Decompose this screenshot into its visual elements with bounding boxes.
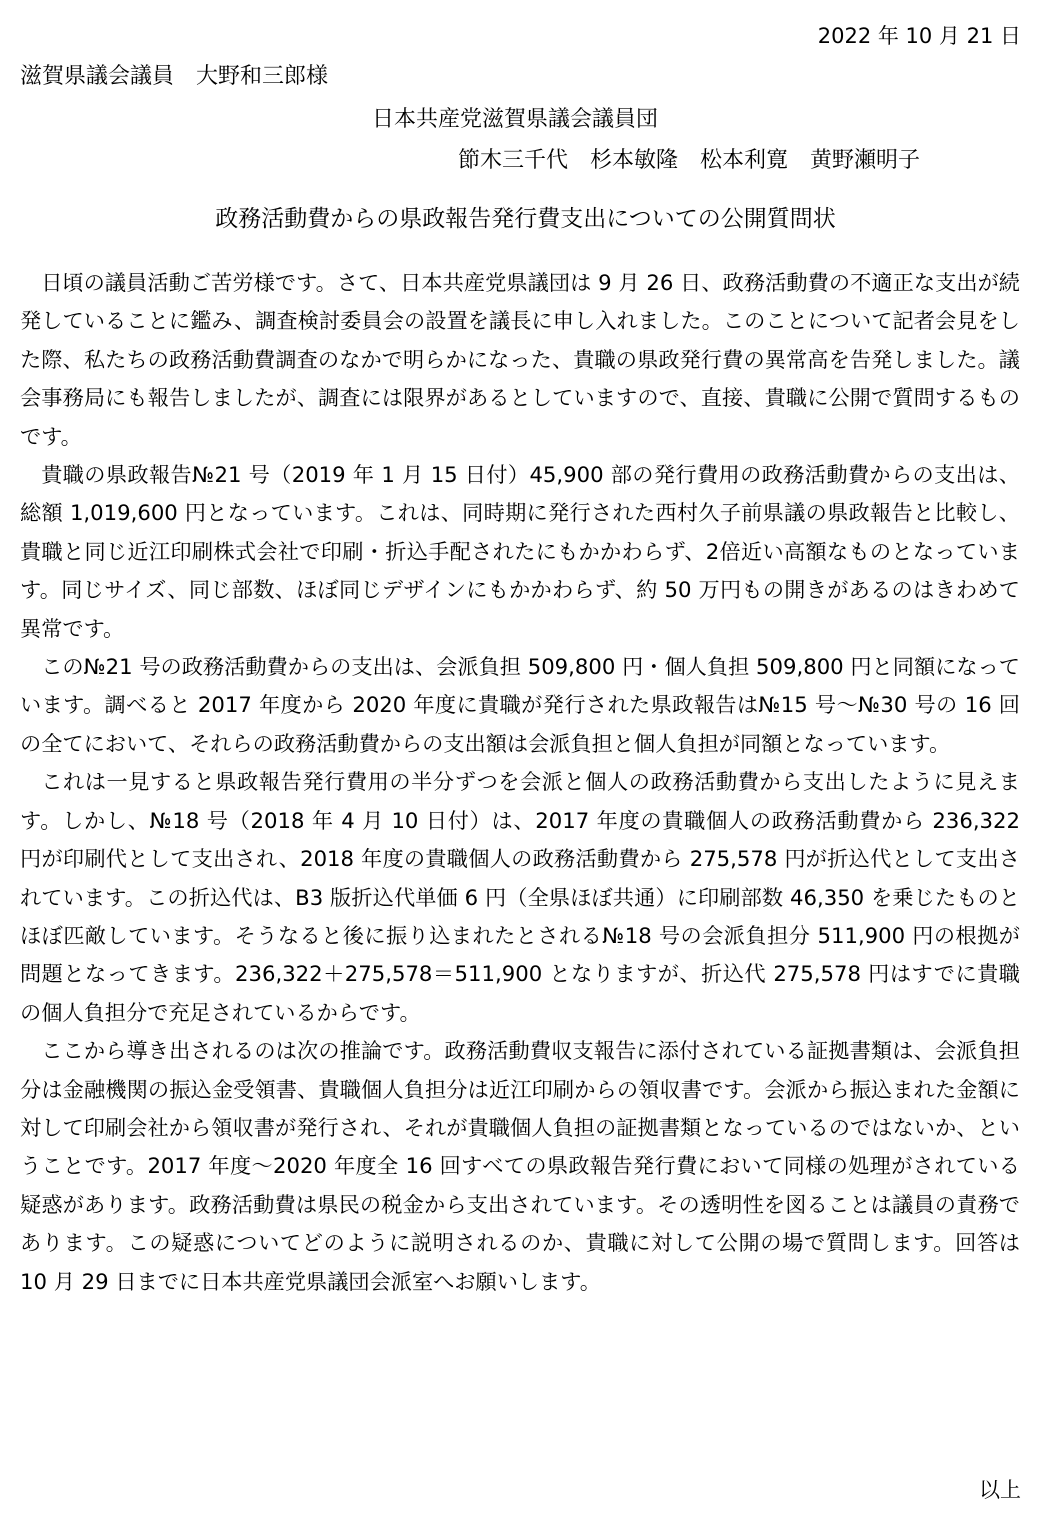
- body-paragraph: 貴職の県政報告№21 号（2019 年 1 月 15 日付）45,900 部の発行費用の政務活動費からの支出は、総額 1,019,600 円となっています。これは、同時期に発行された西村久子前県議の県政報告と比較し、貴職と同じ近江印刷株式会社で印刷・折込手配されたにもかかわらず、2倍近い高額なものとなっています。同じサイズ、同じ部数、ほぼ同じデザインにもかかわらず、約 50 万円もの開きがあるのはきわめて異常です。: [20, 462, 1020, 641]
- body-paragraph: この№21 号の政務活動費からの支出は、会派負担 509,800 円・個人負担 509,800 円と同額になっています。調べると 2017 年度から 2020 年度に貴職が発行された県政報告は№15 号～№30 号の 16 回の全てにおいて、それらの政務活動費からの支出額は会派負担と個人負担が同額となっています。: [20, 654, 1020, 756]
- letter-body: [20, 264, 1020, 1301]
- closing-mark: 以上: [979, 1478, 1021, 1502]
- recipient-line: 滋賀県議会議員 大野和三郎様: [20, 64, 329, 89]
- body-paragraph: ここから導き出されるのは次の推論です。政務活動費収支報告に添付されている証拠書類は、会派負担分は金融機関の振込金受領書、貴職個人負担分は近江印刷からの領収書です。会派から振込まれた金額に対して印刷会社から領収書が発行され、それが貴職個人負担の証拠書類となっているのではないか、ということです。2017 年度～2020 年度全 16 回すべての県政報告発行費において同様の処理がされている疑惑があります。政務活動費は県民の税金から支出されています。その透明性を図ることは議員の責務であります。この疑惑についてどのように説明されるのか、貴職に対して公開の場で質問します。回答は 10 月 29 日までに日本共産党県議団会派室へお願いします。: [20, 1038, 1020, 1294]
- body-paragraph: これは一見すると県政報告発行費用の半分ずつを会派と個人の政務活動費から支出したように見えます。しかし、№18 号（2018 年 4 月 10 日付）は、2017 年度の貴職個人の政務活動費から 236,322 円が印刷代として支出され、2018 年度の貴職個人の政務活動費から 275,578 円が折込代として支出されています。この折込代は、B3 版折込代単価 6 円（全県ほぼ共通）に印刷部数 46,350 を乗じたものとほぼ匹敵しています。そうなると後に振り込まれたとされる№18 号の会派負担分 511,900 円の根拠が問題となってきます。236,322＋275,578＝511,900 となりますが、折込代 275,578 円はすでに貴職の個人負担分で充足されているからです。: [20, 769, 1020, 1025]
- body-paragraph: 日頃の議員活動ご苦労様です。さて、日本共産党県議団は 9 月 26 日、政務活動費の不適正な支出が続発していることに鑑み、調査検討委員会の設置を議長に申し入れました。このことについて記者会見をした際、私たちの政務活動費調査のなかで明らかになった、貴職の県政発行費の異常高を告発しました。議会事務局にも報告しましたが、調査には限界があるとしていますので、直接、貴職に公開で質問するものです。: [20, 270, 1020, 449]
- sender-organization: 日本共産党滋賀県議会議員団: [372, 107, 659, 132]
- letter-title: 政務活動費からの県政報告発行費支出についての公開質問状: [215, 206, 836, 232]
- letter-date: 2022 年 10 月 21 日: [817, 24, 1021, 48]
- sender-names: 節木三千代 杉本敏隆 松本利寛 黄野瀬明子: [458, 148, 921, 173]
